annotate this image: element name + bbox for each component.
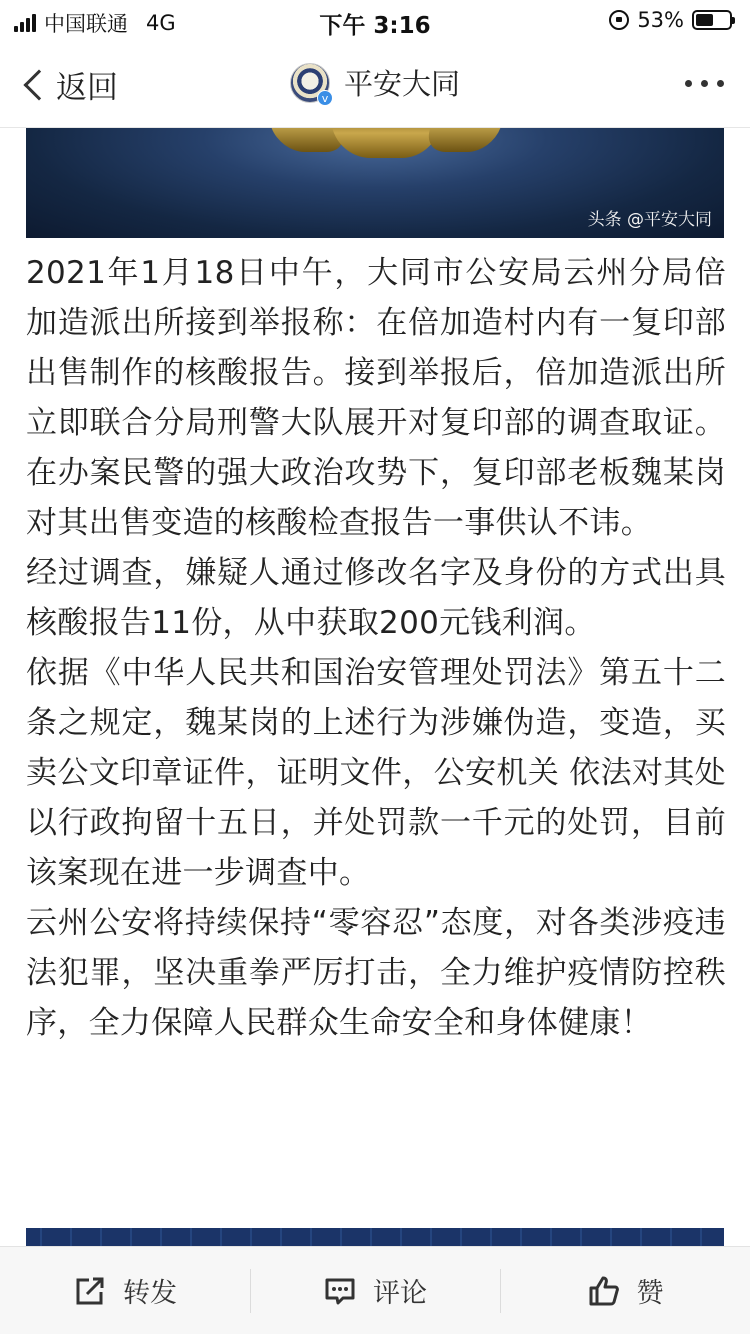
like-label: 赞 xyxy=(636,1278,664,1309)
share-button[interactable] xyxy=(0,1247,250,1334)
rotation-lock-icon xyxy=(609,10,629,30)
article-paragraph: 经过调查，嫌疑人通过修改名字及身份的方式出具核酸报告11份，从中获取200元钱利润。 xyxy=(26,555,726,641)
more-dot-icon xyxy=(701,80,708,87)
article-paragraph: 依据《中华人民共和国治安管理处罚法》第五十二条之规定，魏某岗的上述行为涉嫌伪造，变造，买卖公文印章证件，证明文件，公安机关 依法对其处以行政拘留十五日，并处罚款一千元的处罚，目前该案现在进一步调查中。 xyxy=(26,655,726,891)
comment-label: 评论 xyxy=(373,1278,427,1309)
article-body xyxy=(26,248,726,1048)
more-options-button[interactable] xyxy=(685,80,724,87)
more-dot-icon xyxy=(717,80,724,87)
image-watermark: 头条 @平安大同 xyxy=(587,210,712,230)
police-emblem xyxy=(331,128,441,158)
article-image[interactable] xyxy=(26,128,724,238)
emblem-wing-right xyxy=(422,128,501,152)
article-paragraph: 2021年1月18日中午，大同市公安局云州分局倍加造派出所接到举报称：在倍加造村内有一复印部出售制作的核酸报告。接到举报后，倍加造派出所立即联合分局刑警大队展开对复印部的调查取证。在办案民警的强大政治攻势下，复印部老板魏某岗对其出售变造的核酸检查报告一事供认不讳。 xyxy=(26,255,726,541)
like-button[interactable] xyxy=(500,1247,750,1334)
avatar[interactable] xyxy=(290,63,330,103)
thumbs-up-icon xyxy=(587,1274,621,1308)
account-header[interactable] xyxy=(0,62,750,103)
verified-badge-icon: v xyxy=(317,90,333,106)
battery-percent: 53% xyxy=(637,8,684,32)
comment-icon xyxy=(323,1274,357,1308)
battery-icon xyxy=(692,10,732,30)
share-icon xyxy=(73,1274,107,1308)
status-right xyxy=(609,8,732,32)
article-paragraph: 云州公安将持续保持“零容忍”态度，对各类涉疫违法犯罪，坚决重拳严厉打击，全力维护疫情防控秩序，全力保障人民群众生命安全和身体健康！ xyxy=(26,905,726,1041)
account-name[interactable]: 平安大同 xyxy=(343,67,460,101)
more-dot-icon xyxy=(685,80,692,87)
status-bar xyxy=(0,0,750,40)
network-type: 4G xyxy=(146,11,176,35)
status-time: 下午 3:16 xyxy=(319,13,431,39)
action-bar xyxy=(0,1246,750,1334)
back-label: 返回 xyxy=(56,70,118,106)
nav-bar xyxy=(0,40,750,128)
battery-fill xyxy=(696,14,713,26)
carrier-name: 中国联通 xyxy=(44,12,128,36)
next-image-peek[interactable] xyxy=(26,1228,724,1246)
share-label: 转发 xyxy=(123,1278,177,1309)
comment-button[interactable] xyxy=(250,1247,500,1334)
